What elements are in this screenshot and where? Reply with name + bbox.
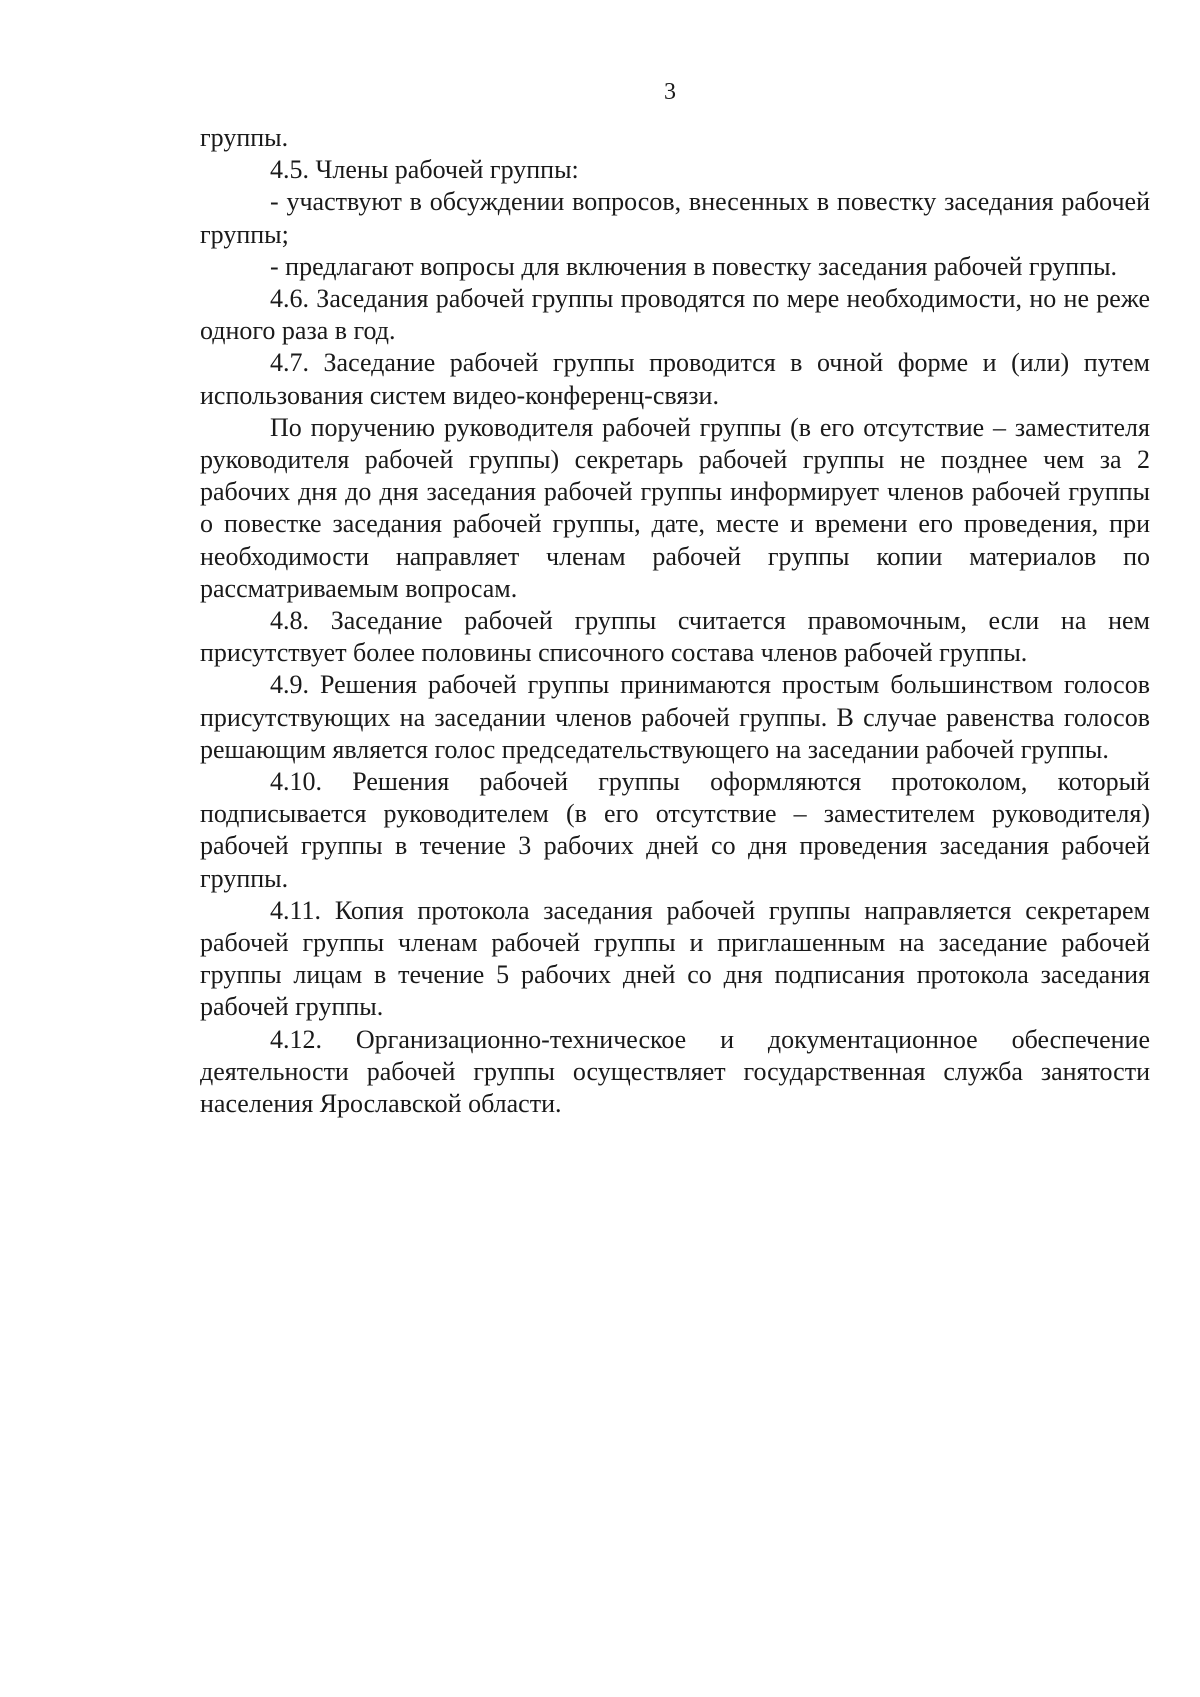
paragraph-4-7: 4.7. Заседание рабочей группы проводится в очной форме и (или) путем использования систем видео-конференц-связи. bbox=[200, 348, 1150, 410]
paragraph-4-9: 4.9. Решения рабочей группы принимаются простым большинством голосов присутствующих на заседании членов рабочей группы. В случае равенства голосов решающим является голос председательствующего на заседании рабочей группы. bbox=[200, 670, 1150, 764]
paragraph-4-5: 4.5. Члены рабочей группы: bbox=[270, 155, 579, 185]
paragraph-4-12: 4.12. Организационно-техническое и документационное обеспечение деятельности рабочей группы осуществляет государственная служба занятости населения Ярославской области. bbox=[200, 1024, 1150, 1119]
paragraph-secretary-notice: По поручению руководителя рабочей группы (в его отсутствие – заместителя руководителя рабочей группы) секретарь рабочей группы не позднее чем за 2 рабочих дня до дня заседания рабочей группы информирует членов рабочей группы о повестке заседания рабочей группы, дате, месте и времени его проведения, при необходимости направляет членам рабочей группы копии материалов по рассматриваемым вопросам. bbox=[200, 412, 1150, 603]
page-number: 3 bbox=[664, 79, 676, 105]
paragraph-4-10: 4.10. Решения рабочей группы оформляются протоколом, который подписывается руководителем (в его отсутствие – заместителем руководителя) рабочей группы в течение 3 рабочих дней со дня проведения заседания рабочей группы. bbox=[200, 767, 1150, 893]
list-item-participate: - участвуют в обсуждении вопросов, внесенных в повестку заседания рабочей группы; bbox=[200, 187, 1150, 249]
list-item-propose: - предлагают вопросы для включения в повестку заседания рабочей группы. bbox=[270, 251, 1118, 281]
document-body bbox=[200, 122, 1150, 1120]
paragraph-4-11: 4.11. Копия протокола заседания рабочей группы направляется секретарем рабочей группы членам рабочей группы и приглашенным на заседание рабочей группы лицам в течение 5 рабочих дней со дня подписания протокола заседания рабочей группы. bbox=[200, 895, 1150, 1022]
paragraph-4-6: 4.6. Заседания рабочей группы проводятся по мере необходимости, но не реже одного раза в год. bbox=[200, 284, 1150, 346]
paragraph-4-8: 4.8. Заседание рабочей группы считается правомочным, если на нем присутствует более половины списочного состава членов рабочей группы. bbox=[200, 606, 1150, 668]
paragraph-continuation: группы. bbox=[200, 123, 289, 152]
